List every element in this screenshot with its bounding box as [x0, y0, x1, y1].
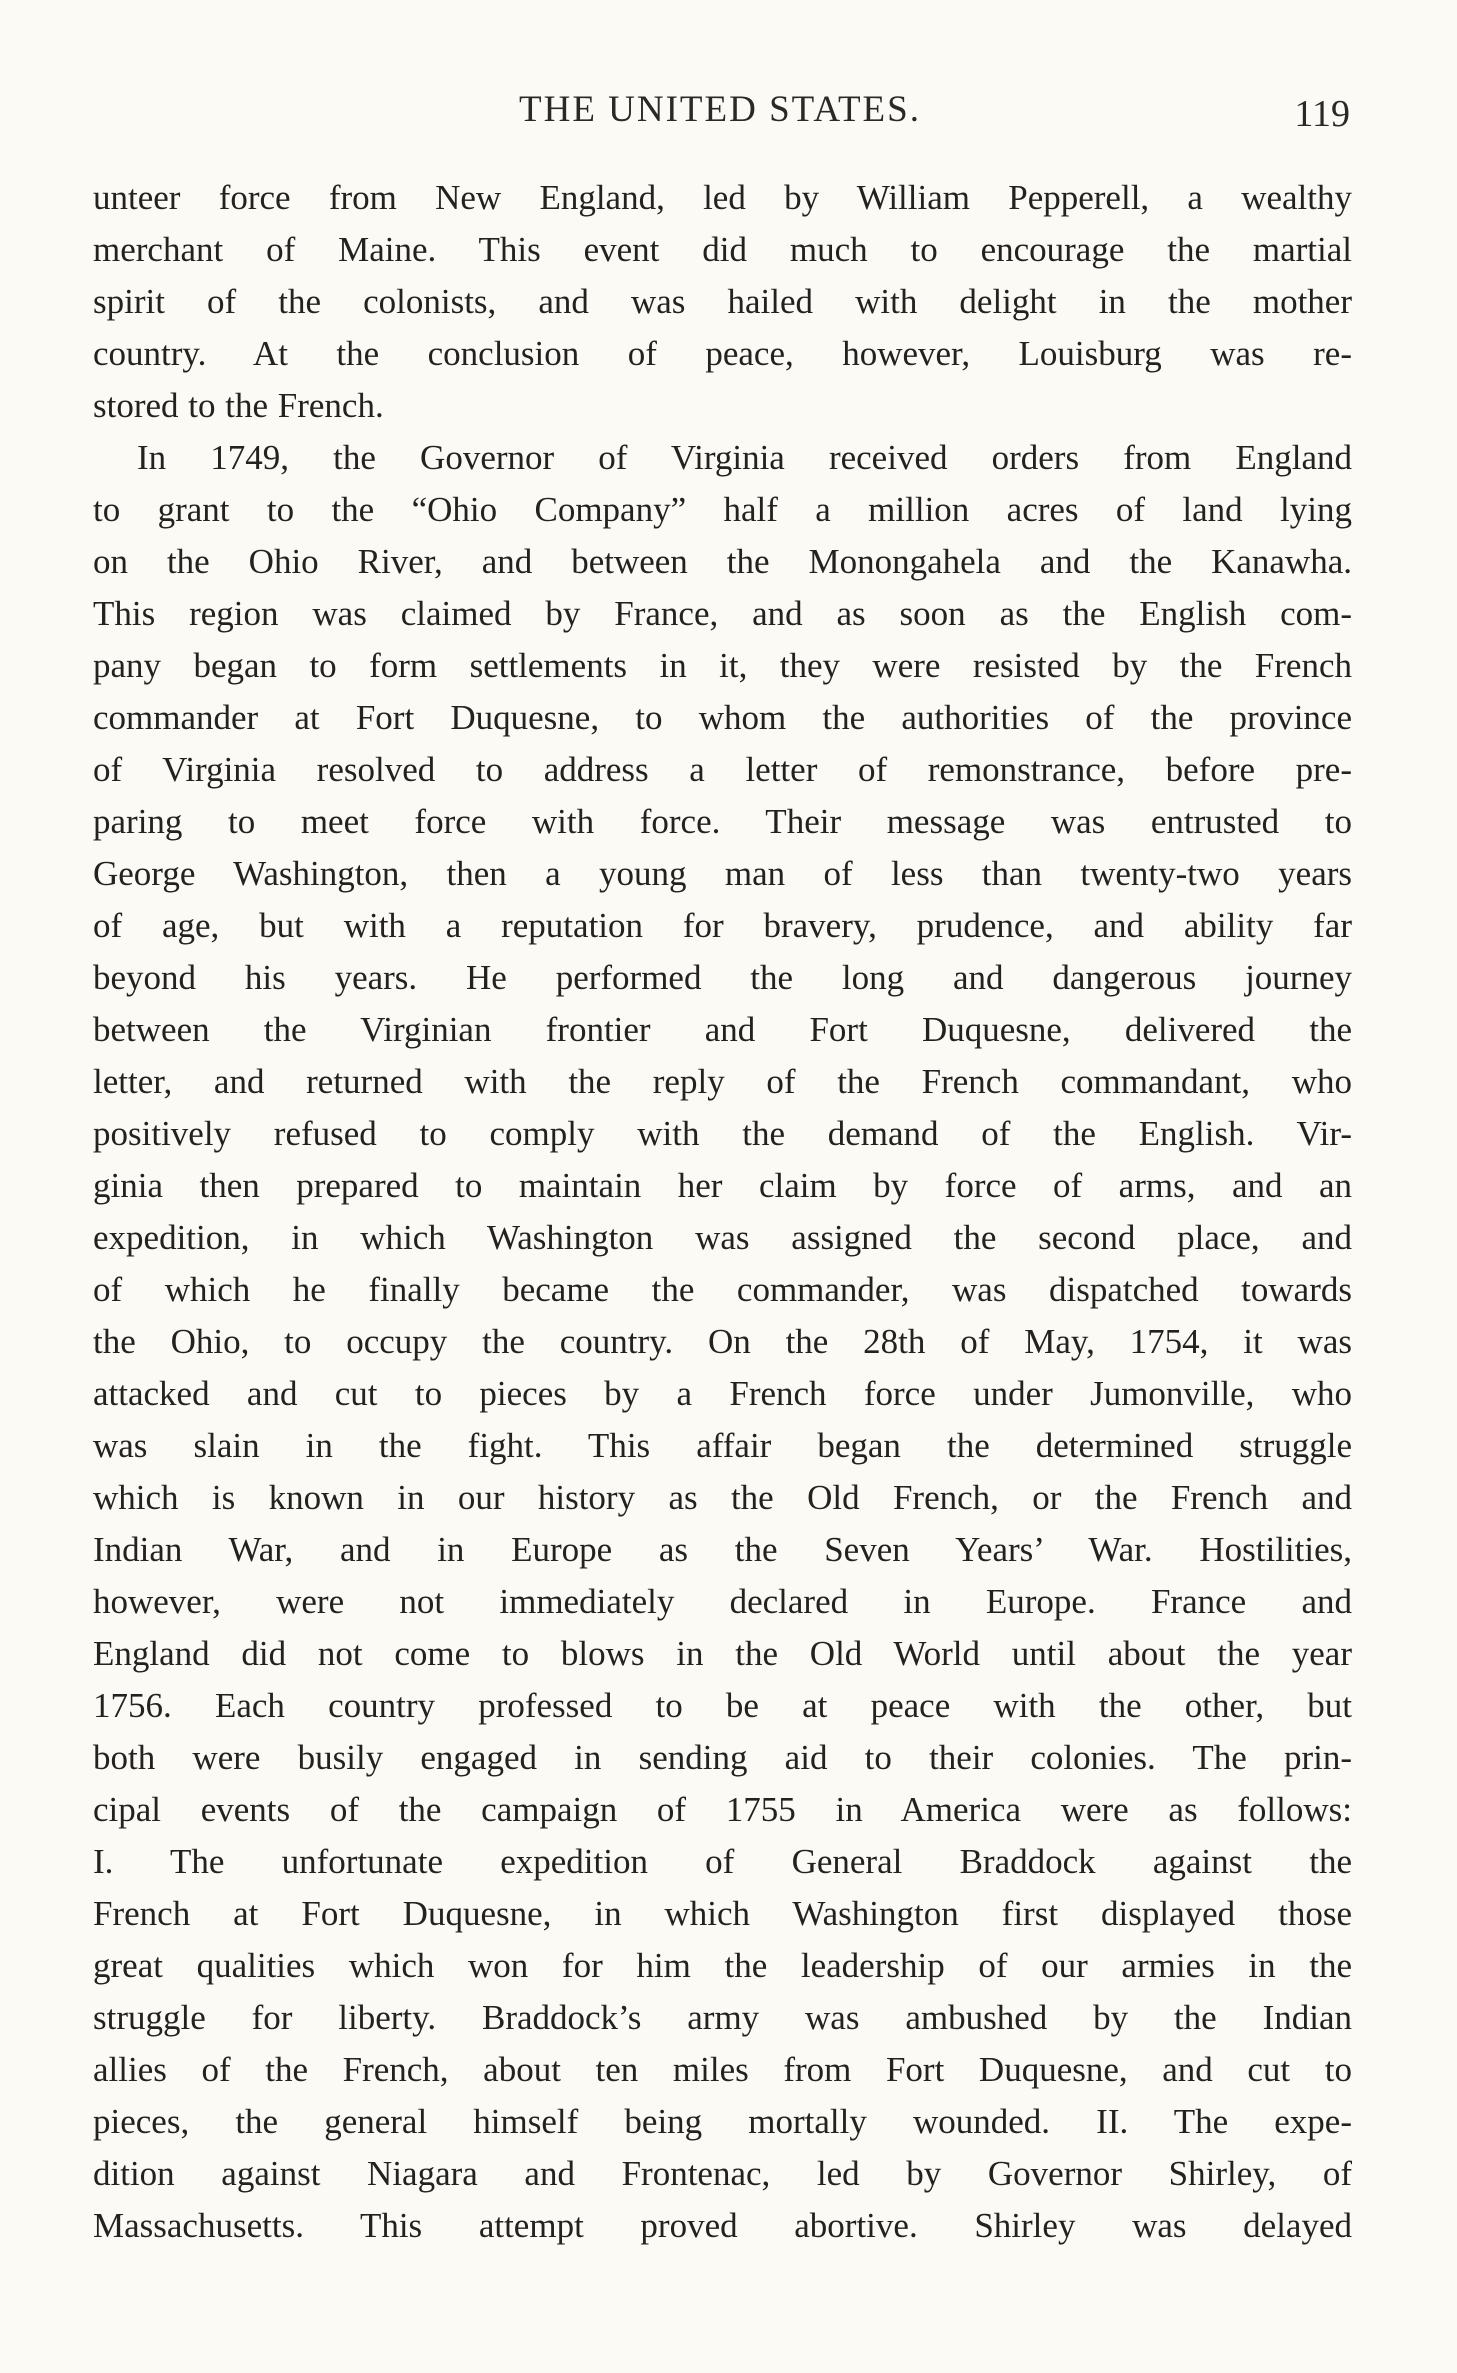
body-text	[93, 172, 1352, 2252]
text-line: was slain in the fight. This affair began the determined struggle	[93, 1426, 1352, 1465]
text-line: This region was claimed by France, and as soon as the English com-	[93, 594, 1352, 633]
text-line: stored to the French.	[93, 386, 384, 425]
text-line: however, were not immediately declared in Europe. France and	[93, 1582, 1352, 1621]
text-line: expedition, in which Washington was assigned the second place, and	[93, 1218, 1352, 1257]
text-line: letter, and returned with the reply of the French commandant, who	[93, 1062, 1352, 1101]
text-line: commander at Fort Duquesne, to whom the authorities of the province	[93, 698, 1352, 737]
text-line: of age, but with a reputation for bravery, prudence, and ability far	[93, 906, 1352, 945]
text-line: George Washington, then a young man of less than twenty-two years	[93, 854, 1352, 893]
text-line: both were busily engaged in sending aid to their colonies. The prin-	[93, 1738, 1352, 1777]
text-line: cipal events of the campaign of 1755 in America were as follows:	[93, 1790, 1352, 1829]
text-line: spirit of the colonists, and was hailed with delight in the mother	[93, 282, 1352, 321]
text-line: pany began to form settlements in it, they were resisted by the French	[93, 646, 1352, 685]
text-line: dition against Niagara and Frontenac, led by Governor Shirley, of	[93, 2154, 1352, 2193]
text-line: to grant to the “Ohio Company” half a million acres of land lying	[93, 490, 1352, 529]
text-line: pieces, the general himself being mortally wounded. II. The expe-	[93, 2102, 1352, 2141]
text-line: on the Ohio River, and between the Monongahela and the Kanawha.	[93, 542, 1352, 581]
text-line: unteer force from New England, led by William Pepperell, a wealthy	[93, 178, 1352, 217]
text-line: attacked and cut to pieces by a French force under Jumonville, who	[93, 1374, 1352, 1413]
text-line: French at Fort Duquesne, in which Washington first displayed those	[93, 1894, 1352, 1933]
text-line: merchant of Maine. This event did much to encourage the martial	[93, 230, 1352, 269]
running-head	[90, 88, 1350, 138]
text-line: allies of the French, about ten miles from Fort Duquesne, and cut to	[93, 2050, 1352, 2089]
text-line: of Virginia resolved to address a letter of remonstrance, before pre-	[93, 750, 1352, 789]
text-line: great qualities which won for him the leadership of our armies in the	[93, 1946, 1352, 1985]
text-line: country. At the conclusion of peace, however, Louisburg was re-	[93, 334, 1352, 373]
text-line: paring to meet force with force. Their message was entrusted to	[93, 802, 1352, 841]
text-line: positively refused to comply with the demand of the English. Vir-	[93, 1114, 1352, 1153]
text-line: between the Virginian frontier and Fort Duquesne, delivered the	[93, 1010, 1352, 1049]
text-line: the Ohio, to occupy the country. On the 28th of May, 1754, it was	[93, 1322, 1352, 1361]
text-line: struggle for liberty. Braddock’s army was ambushed by the Indian	[93, 1998, 1352, 2037]
page-number: 119	[1294, 93, 1350, 135]
text-line: Indian War, and in Europe as the Seven Years’ War. Hostilities,	[93, 1530, 1352, 1569]
text-line: which is known in our history as the Old French, or the French and	[93, 1478, 1352, 1517]
text-line: 1756. Each country professed to be at peace with the other, but	[93, 1686, 1352, 1725]
text-line: In 1749, the Governor of Virginia received orders from England	[137, 438, 1352, 477]
text-line: I. The unfortunate expedition of General Braddock against the	[93, 1842, 1352, 1881]
running-title: THE UNITED STATES.	[519, 89, 921, 130]
text-line: England did not come to blows in the Old World until about the year	[93, 1634, 1352, 1673]
text-line: ginia then prepared to maintain her claim by force of arms, and an	[93, 1166, 1352, 1205]
text-line: of which he finally became the commander, was dispatched towards	[93, 1270, 1352, 1309]
text-line: beyond his years. He performed the long and dangerous journey	[93, 958, 1352, 997]
text-line: Massachusetts. This attempt proved abortive. Shirley was delayed	[93, 2206, 1352, 2245]
